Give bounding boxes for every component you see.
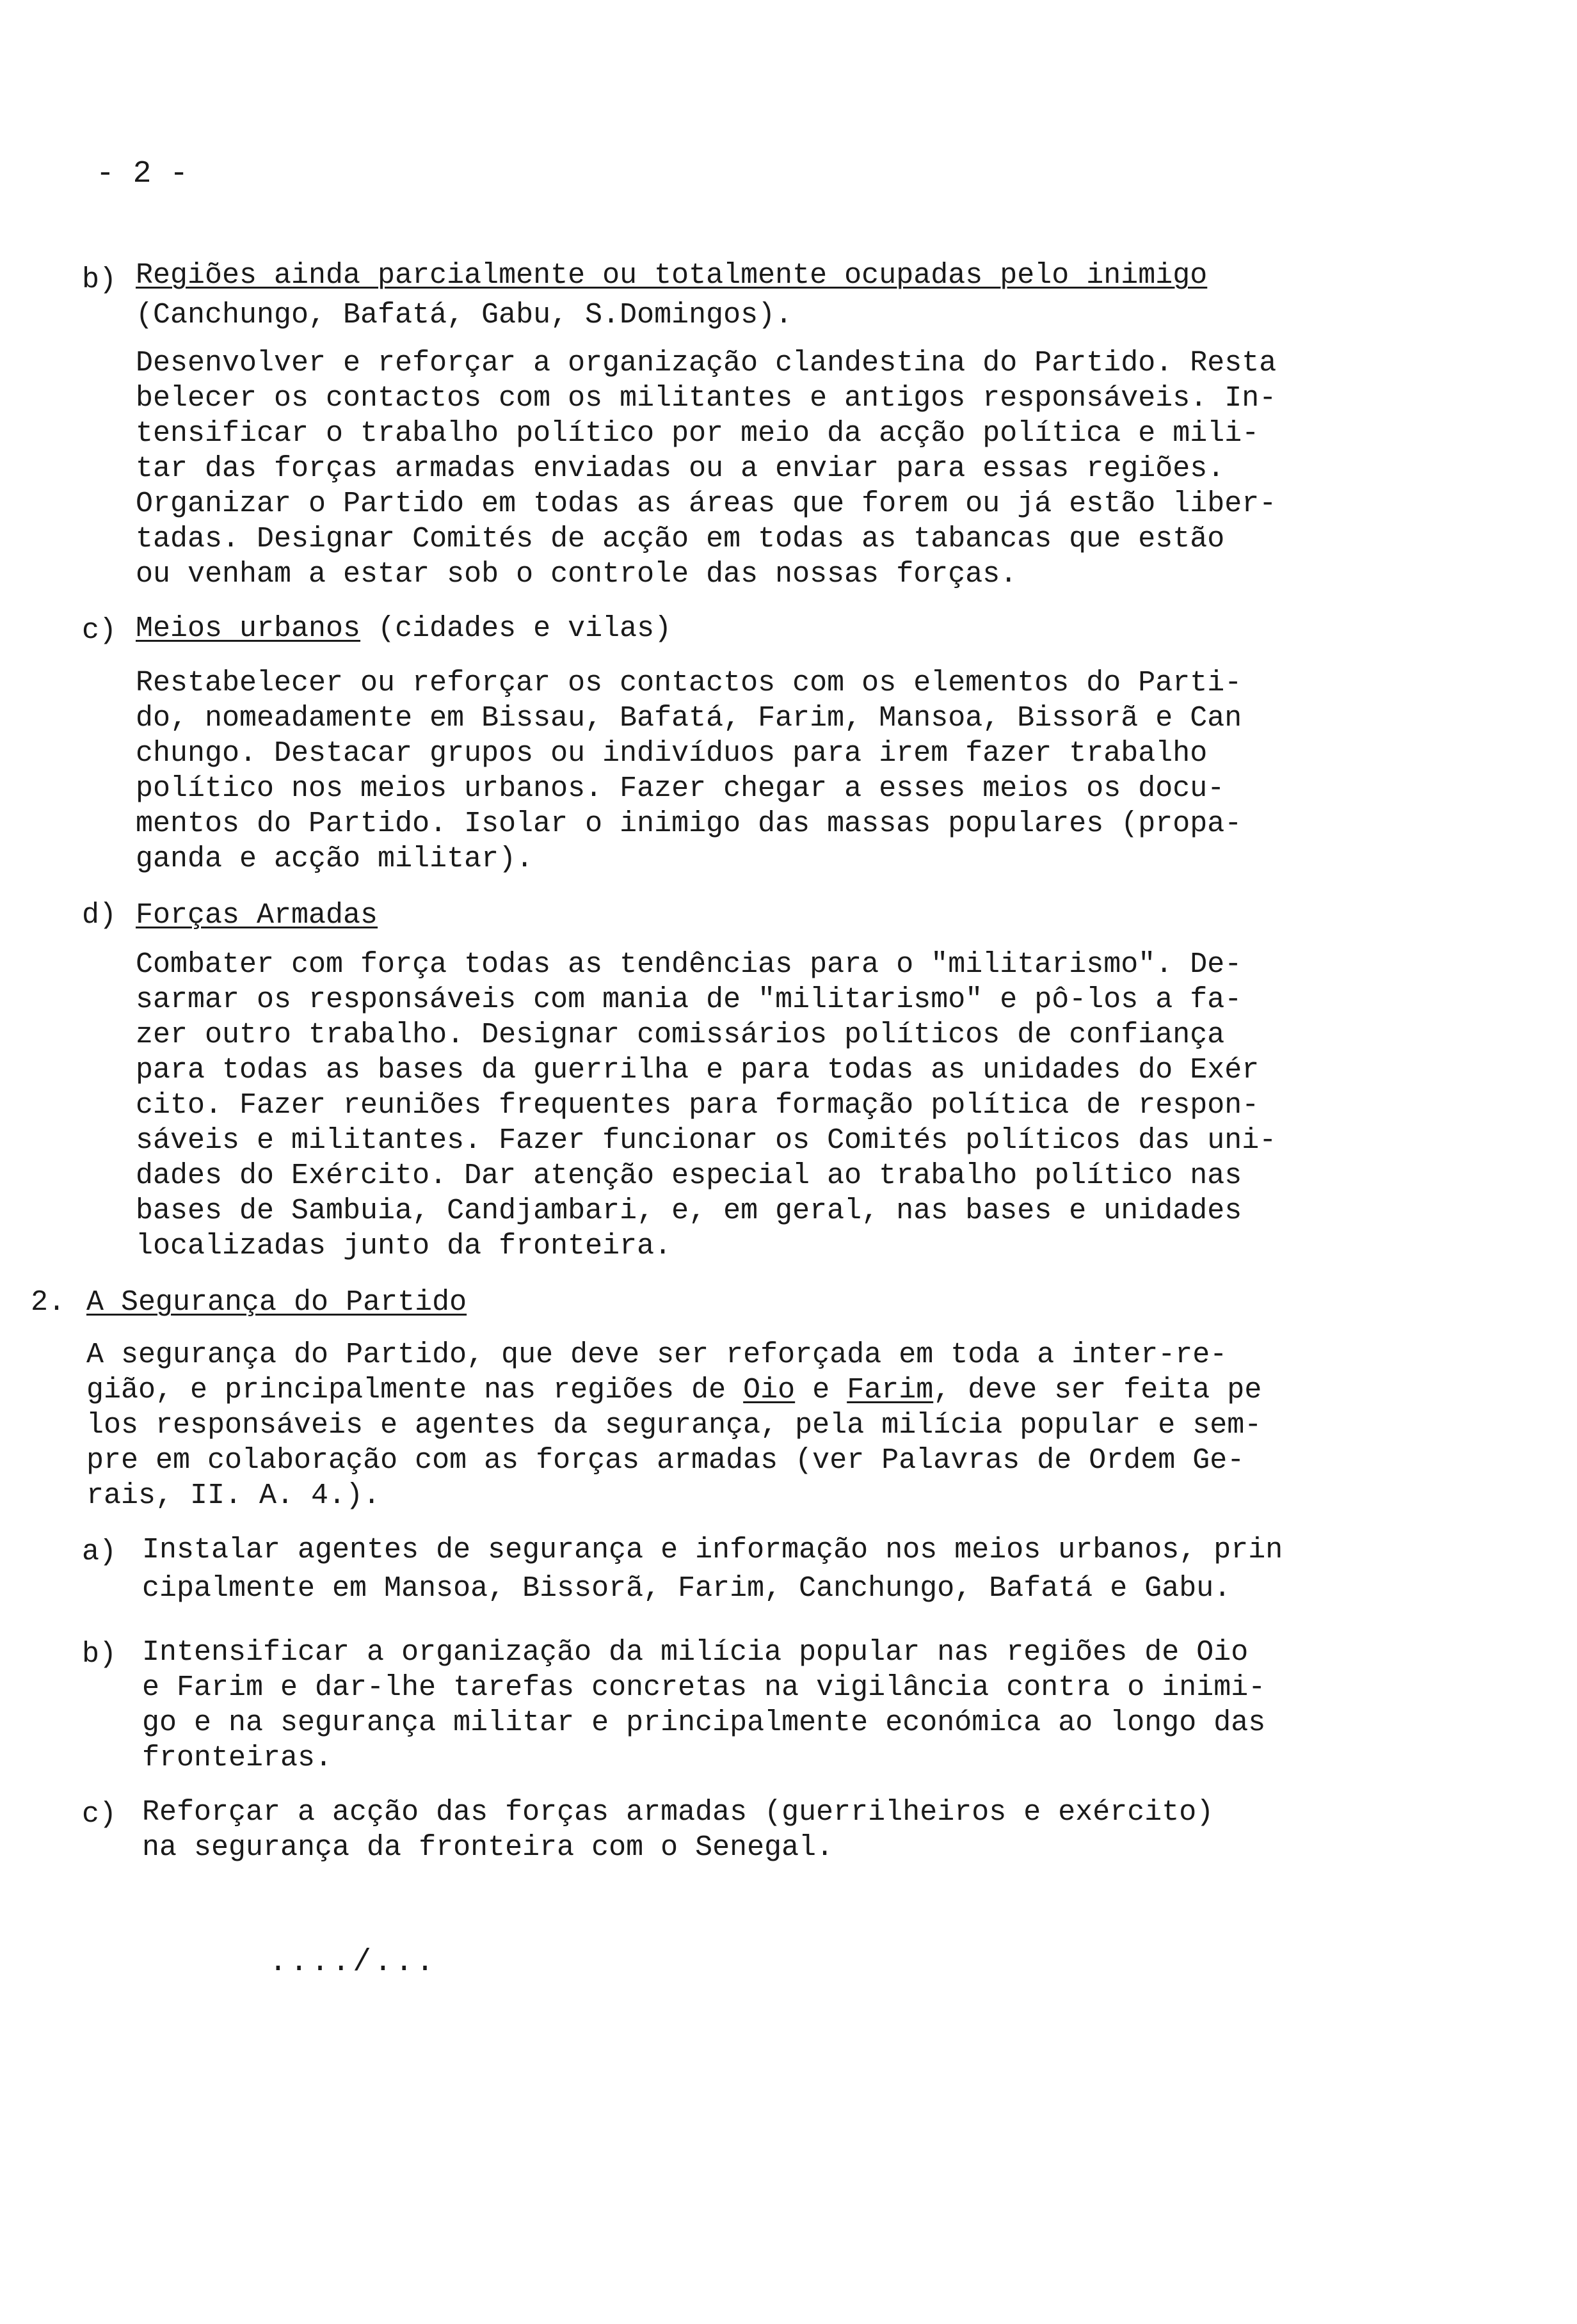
section-2-heading: A Segurança do Partido [86,1286,467,1319]
section-b-line: tadas. Designar Comités de acção em todas as tabancas que estão [136,523,1225,555]
section-2-label: 2. [31,1286,66,1319]
section-c-line: do, nomeadamente em Bissau, Bafatá, Farim, Mansoa, Bissorã e Can [136,702,1242,735]
section-b-line: tar das forças armadas enviadas ou a enviar para essas regiões. [136,452,1225,485]
section-b-line: Desenvolver e reforçar a organização clandestina do Partido. Resta [136,347,1277,379]
item-a-label: a) [82,1536,117,1568]
section-2-line: rais, II. A. 4.). [86,1479,381,1512]
page-number: - 2 - [96,157,189,191]
section-d-label: d) [82,899,117,932]
section-c-line: político nos meios urbanos. Fazer chegar a esses meios os docu- [136,772,1225,805]
section-d-line: sáveis e militantes. Fazer funcionar os Comités políticos das uni- [136,1124,1277,1157]
section-c-heading-rest: (cidades e vilas) [360,612,672,645]
item-b-line: fronteiras. [142,1742,333,1774]
item-c-line: na segurança da fronteira com o Senegal. [142,1831,834,1864]
section-b-subheading: (Canchungo, Bafatá, Gabu, S.Domingos). [136,299,793,331]
section-c-line: Restabelecer ou reforçar os contactos com os elementos do Parti- [136,667,1242,699]
section-d-line: localizadas junto da fronteira. [136,1230,672,1262]
section-d-line: Combater com força todas as tendências para o "militarismo". De- [136,948,1242,981]
section-d-line: zer outro trabalho. Designar comissários políticos de confiança [136,1019,1225,1051]
item-b-line: Intensificar a organização da milícia popular nas regiões de Oio [142,1636,1249,1669]
section-b-line: belecer os contactos com os militantes e antigos responsáveis. In- [136,382,1277,415]
section-b-line: Organizar o Partido em todas as áreas que forem ou já estão liber- [136,488,1277,520]
section-2-text: e [795,1374,847,1406]
section-d-line: sarmar os responsáveis com mania de "militarismo" e pô-los a fa- [136,983,1242,1016]
section-c-line: chungo. Destacar grupos ou indivíduos para irem fazer trabalho [136,737,1208,770]
section-c-line: ganda e acção militar). [136,843,534,875]
section-d-line: para todas as bases da guerrilha e para todas as unidades do Exér [136,1054,1260,1086]
section-b-line: tensificar o trabalho político por meio da acção política e mili- [136,417,1260,450]
continuation-mark: ..../... [269,1945,437,1980]
section-c-line: mentos do Partido. Isolar o inimigo das massas populares (propa- [136,808,1242,840]
section-d-line: cito. Fazer reuniões frequentes para formação política de respon- [136,1089,1260,1122]
item-c-line: Reforçar a acção das forças armadas (guerrilheiros e exército) [142,1796,1214,1829]
item-a-line: Instalar agentes de segurança e informação nos meios urbanos, prin [142,1534,1283,1566]
region-oio: Oio [743,1374,796,1406]
section-d-line: dades do Exército. Dar atenção especial ao trabalho político nas [136,1159,1242,1192]
item-b-label: b) [82,1638,117,1671]
item-b-line: e Farim e dar-lhe tarefas concretas na vigilância contra o inimi- [142,1671,1266,1704]
section-b-line: ou venham a estar sob o controle das nossas forças. [136,558,1018,591]
section-2-line: pre em colaboração com as forças armadas (ver Palavras de Ordem Ge- [86,1444,1245,1477]
section-d-heading: Forças Armadas [136,899,378,932]
section-2-text: gião, e principalmente nas regiões de [86,1374,744,1406]
section-b-heading: Regiões ainda parcialmente ou totalmente ocupadas pelo inimigo [136,259,1208,292]
section-b-label: b) [82,264,117,296]
region-farim: Farim [847,1374,934,1406]
section-2-text: , deve ser feita pe [933,1374,1262,1406]
section-2-line: A segurança do Partido, que deve ser reforçada em toda a inter-re- [86,1339,1228,1371]
section-2-line: los responsáveis e agentes da segurança, pela milícia popular e sem- [86,1409,1262,1442]
item-b-line: go e na segurança militar e principalmente económica ao longo das [142,1707,1266,1739]
section-c-heading: Meios urbanos [136,612,361,645]
item-c-label: c) [82,1798,117,1831]
section-d-line: bases de Sambuia, Candjambari, e, em geral, nas bases e unidades [136,1195,1242,1227]
section-c-label: c) [82,614,117,647]
section-c-heading-line [136,614,671,643]
item-a-line: cipalmente em Mansoa, Bissorã, Farim, Canchungo, Bafatá e Gabu. [142,1572,1231,1605]
section-2-line [86,1376,1261,1405]
